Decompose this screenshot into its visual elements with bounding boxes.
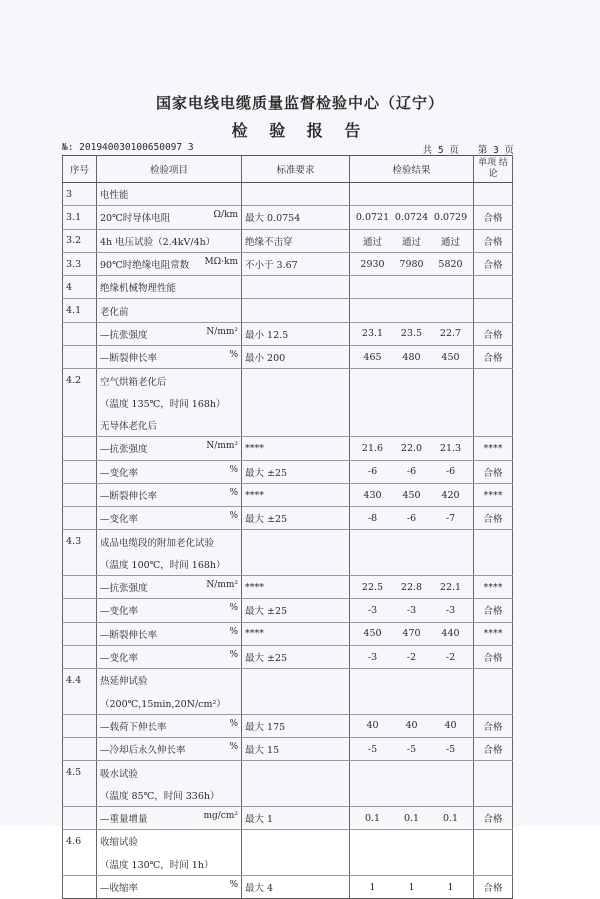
- row-standard: 最大 175: [242, 714, 350, 737]
- result-value: 0.0724: [394, 211, 429, 223]
- result-value: -6: [445, 466, 456, 478]
- row-results: [350, 761, 474, 784]
- result-value: -6: [406, 466, 417, 478]
- organization-title: 国家电线电缆质量监督检验中心（辽宁）: [155, 94, 444, 112]
- row-no: [63, 414, 97, 437]
- result-value: 420: [441, 489, 460, 501]
- row-conclusion: 合格: [474, 645, 513, 668]
- result-value: -2: [406, 651, 417, 663]
- row-results: [350, 276, 474, 299]
- table-row: [63, 483, 513, 506]
- row-standard: [242, 369, 350, 392]
- row-conclusion: [474, 853, 513, 876]
- item-label: （温度 135℃，时间 168h）: [100, 398, 226, 410]
- row-standard: 最大 ±25: [242, 645, 350, 668]
- row-item: [97, 276, 242, 299]
- row-standard: 最大 ±25: [242, 507, 350, 530]
- row-standard: 最大 1: [242, 807, 350, 830]
- item-unit: %: [229, 511, 238, 522]
- row-results: [350, 530, 474, 553]
- result-value: 0.1: [403, 812, 420, 824]
- row-no: [63, 322, 97, 345]
- row-conclusion: 合格: [474, 460, 513, 483]
- row-no: 4.1: [63, 299, 97, 322]
- row-results: [350, 229, 474, 252]
- row-conclusion: [474, 392, 513, 414]
- row-results: [350, 807, 474, 830]
- row-conclusion: [474, 553, 513, 576]
- row-standard: [242, 669, 350, 692]
- row-no: [63, 553, 97, 576]
- result-value: 22.1: [439, 581, 462, 593]
- row-results: [350, 738, 474, 761]
- item-label: —变化率: [100, 514, 139, 526]
- row-no: [63, 738, 97, 761]
- row-item: [97, 507, 242, 530]
- row-no: [63, 392, 97, 414]
- row-no: 4.4: [63, 669, 97, 692]
- row-conclusion: ****: [474, 437, 513, 460]
- row-item: [97, 460, 242, 483]
- row-item: [97, 483, 242, 506]
- table-row: [63, 183, 513, 206]
- row-no: 4.6: [63, 830, 97, 853]
- row-standard: 绝缘不击穿: [242, 229, 350, 252]
- row-no: 4.3: [63, 530, 97, 553]
- row-item: [97, 392, 242, 414]
- row-item: [97, 875, 242, 898]
- result-value: 7980: [399, 258, 424, 270]
- row-conclusion: [474, 414, 513, 437]
- document-title: 检 验 报 告: [231, 121, 369, 140]
- table-row: [63, 669, 513, 692]
- row-item: [97, 830, 242, 853]
- row-conclusion: [474, 183, 513, 206]
- row-item: [97, 738, 242, 761]
- row-results: [350, 553, 474, 576]
- table-row: [63, 830, 513, 853]
- result-value: 40: [366, 720, 379, 732]
- row-results: [350, 483, 474, 506]
- result-value: 430: [363, 489, 382, 501]
- row-conclusion: 合格: [474, 599, 513, 622]
- row-no: [63, 807, 97, 830]
- row-no: 3.1: [63, 206, 97, 229]
- row-standard: [242, 830, 350, 853]
- item-label: 成品电缆段的附加老化试验: [100, 537, 215, 549]
- table-row: [63, 437, 513, 460]
- item-label: 空气烘箱老化后: [100, 376, 167, 388]
- item-unit: %: [229, 880, 238, 891]
- row-item: [97, 599, 242, 622]
- item-unit: mg/cm²: [203, 811, 238, 822]
- row-item: [97, 252, 242, 275]
- result-value: -5: [367, 743, 378, 755]
- row-standard: 最大 ±25: [242, 599, 350, 622]
- item-label: —抗张强度: [100, 329, 148, 341]
- item-label: 20℃时导体电阻: [100, 213, 171, 225]
- result-value: 0.0729: [433, 211, 468, 223]
- row-standard: ****: [242, 437, 350, 460]
- row-conclusion: [474, 669, 513, 692]
- item-unit: %: [229, 488, 238, 498]
- item-unit: N/mm²: [206, 326, 238, 337]
- row-item: [97, 229, 242, 252]
- row-item: [97, 761, 242, 784]
- table-header: [63, 156, 513, 183]
- row-conclusion: [474, 692, 513, 715]
- row-results: [350, 206, 474, 229]
- item-label: （200℃,15min,20N/cm²）: [100, 698, 226, 710]
- result-value: 23.1: [361, 328, 384, 340]
- result-value: -6: [406, 512, 417, 524]
- result-value: 通过: [401, 236, 421, 248]
- row-item: [97, 692, 242, 715]
- table-row: [63, 784, 513, 807]
- row-no: [63, 460, 97, 483]
- meta-row: [62, 142, 514, 156]
- row-conclusion: 合格: [474, 714, 513, 737]
- result-value: 40: [405, 720, 418, 732]
- result-value: 470: [402, 628, 421, 640]
- table-row: [63, 507, 513, 530]
- row-results: [350, 437, 474, 460]
- table-row: [63, 692, 513, 715]
- row-conclusion: 合格: [474, 206, 513, 229]
- result-value: -8: [367, 512, 378, 524]
- item-label: —冷却后永久伸长率: [100, 745, 186, 757]
- table-row: [63, 346, 513, 369]
- row-no: 4.5: [63, 761, 97, 784]
- row-no: [63, 853, 97, 876]
- row-standard: [242, 853, 350, 876]
- row-conclusion: 合格: [474, 229, 513, 252]
- row-conclusion: 合格: [474, 322, 513, 345]
- row-no: [63, 346, 97, 369]
- row-no: [63, 599, 97, 622]
- table-row: [63, 738, 513, 761]
- table-row: [63, 299, 513, 322]
- item-label: —重量增量: [100, 814, 148, 826]
- row-no: [63, 714, 97, 737]
- row-item: [97, 645, 242, 668]
- row-conclusion: ****: [474, 483, 513, 506]
- row-results: [350, 460, 474, 483]
- item-label: 吸水试验: [100, 768, 139, 780]
- item-label: —变化率: [100, 606, 139, 618]
- row-item: [97, 206, 242, 229]
- row-item: [97, 853, 242, 876]
- table-row: [63, 645, 513, 668]
- row-results: [350, 369, 474, 392]
- row-results: [350, 669, 474, 692]
- row-conclusion: [474, 784, 513, 807]
- row-item: [97, 576, 242, 599]
- row-standard: 最小 12.5: [242, 322, 350, 345]
- row-results: [350, 645, 474, 668]
- row-standard: [242, 692, 350, 715]
- table-row: [63, 322, 513, 345]
- row-conclusion: ****: [474, 622, 513, 645]
- row-item: [97, 530, 242, 553]
- row-standard: ****: [242, 576, 350, 599]
- row-conclusion: [474, 530, 513, 553]
- row-standard: [242, 392, 350, 414]
- item-label: 90℃时绝缘电阻常数: [100, 260, 190, 272]
- row-item: [97, 669, 242, 692]
- row-results: [350, 576, 474, 599]
- item-unit: MΩ·km: [204, 257, 238, 268]
- row-results: [350, 692, 474, 715]
- row-standard: [242, 784, 350, 807]
- result-value: 22.5: [361, 581, 384, 593]
- result-value: 21.3: [439, 442, 462, 454]
- row-conclusion: [474, 276, 513, 299]
- result-value: 22.7: [439, 328, 462, 340]
- result-value: 21.6: [361, 442, 384, 454]
- row-conclusion: [474, 830, 513, 853]
- table-row: [63, 599, 513, 622]
- table-row: [63, 229, 513, 252]
- row-standard: [242, 530, 350, 553]
- row-standard: [242, 414, 350, 437]
- item-label: —断裂伸长率: [100, 353, 158, 365]
- item-label: 无导体老化后: [100, 421, 158, 433]
- row-no: 4.2: [63, 369, 97, 392]
- table-row: [63, 853, 513, 876]
- row-results: [350, 299, 474, 322]
- result-value: 22.0: [400, 442, 423, 454]
- item-label: 老化前: [100, 306, 129, 318]
- result-value: 1: [369, 881, 376, 893]
- result-value: 1: [447, 881, 454, 893]
- result-value: 通过: [362, 236, 382, 248]
- table-row: [63, 875, 513, 898]
- item-unit: %: [229, 350, 238, 361]
- table-row: [63, 622, 513, 645]
- table-row: [63, 369, 513, 392]
- row-standard: [242, 183, 350, 206]
- result-value: -2: [445, 651, 456, 663]
- header-result: 检验结果: [350, 156, 474, 183]
- item-label: 绝缘机械物理性能: [100, 283, 177, 295]
- row-item: [97, 784, 242, 807]
- result-value: -3: [367, 604, 378, 616]
- row-conclusion: 合格: [474, 346, 513, 369]
- table-row: [63, 714, 513, 737]
- row-item: [97, 346, 242, 369]
- row-results: [350, 346, 474, 369]
- table-row: [63, 252, 513, 275]
- table-row: [63, 206, 513, 229]
- row-no: [63, 507, 97, 530]
- row-no: 3: [63, 183, 97, 206]
- row-item: [97, 807, 242, 830]
- table-row: [63, 761, 513, 784]
- row-item: [97, 322, 242, 345]
- row-no: [63, 622, 97, 645]
- result-value: 5820: [438, 258, 463, 270]
- item-label: —收缩率: [100, 883, 139, 895]
- row-item: [97, 183, 242, 206]
- row-standard: 最大 ±25: [242, 460, 350, 483]
- row-no: 3.3: [63, 252, 97, 275]
- row-item: [97, 622, 242, 645]
- result-value: 450: [363, 628, 382, 640]
- result-value: 22.8: [400, 581, 423, 593]
- row-no: 4: [63, 276, 97, 299]
- row-standard: [242, 553, 350, 576]
- row-results: [350, 252, 474, 275]
- item-unit: %: [229, 603, 238, 614]
- row-no: [63, 875, 97, 898]
- row-standard: 不小于 3.67: [242, 252, 350, 275]
- item-label: —变化率: [100, 467, 139, 479]
- item-unit: Ω/km: [213, 210, 238, 221]
- result-value: -5: [406, 743, 417, 755]
- row-conclusion: [474, 369, 513, 392]
- result-value: 通过: [440, 236, 460, 248]
- result-value: 23.5: [400, 328, 423, 340]
- header-no: 序号: [63, 156, 97, 183]
- table-row: [63, 276, 513, 299]
- header-standard: 标准要求: [242, 156, 350, 183]
- result-value: -3: [406, 604, 417, 616]
- row-conclusion: 合格: [474, 738, 513, 761]
- item-unit: %: [229, 626, 238, 637]
- result-value: 450: [402, 489, 421, 501]
- item-label: —载荷下伸长率: [100, 721, 167, 733]
- item-label: —变化率: [100, 653, 139, 665]
- item-unit: %: [229, 718, 238, 729]
- item-unit: %: [229, 464, 238, 475]
- table-row: [63, 530, 513, 553]
- row-standard: [242, 761, 350, 784]
- item-label: —断裂伸长率: [100, 629, 158, 641]
- result-value: -6: [367, 466, 378, 478]
- row-conclusion: [474, 299, 513, 322]
- result-value: 2930: [360, 258, 385, 270]
- row-results: [350, 599, 474, 622]
- item-label: 收缩试验: [100, 837, 139, 849]
- item-label: —抗张强度: [100, 444, 148, 456]
- row-standard: 最大 4: [242, 875, 350, 898]
- row-conclusion: 合格: [474, 875, 513, 898]
- row-no: [63, 692, 97, 715]
- item-label: 电性能: [100, 190, 129, 202]
- item-label: （温度 130℃，时间 1h）: [100, 859, 214, 871]
- result-value: 440: [441, 628, 460, 640]
- row-no: [63, 784, 97, 807]
- result-value: 450: [441, 351, 460, 363]
- row-item: [97, 369, 242, 392]
- table-row: [63, 414, 513, 437]
- result-value: -3: [367, 651, 378, 663]
- report-number: №: 201940030100650097 3: [62, 142, 194, 153]
- row-no: [63, 483, 97, 506]
- row-no: 3.2: [63, 229, 97, 252]
- row-results: [350, 414, 474, 437]
- row-conclusion: 合格: [474, 507, 513, 530]
- row-results: [350, 392, 474, 414]
- row-results: [350, 183, 474, 206]
- row-results: [350, 322, 474, 345]
- result-value: 0.1: [364, 812, 381, 824]
- row-standard: [242, 276, 350, 299]
- item-label: 4h 电压试验（2.4kV/4h）: [100, 236, 216, 248]
- row-results: [350, 507, 474, 530]
- item-unit: %: [229, 742, 238, 753]
- item-unit: %: [229, 650, 238, 661]
- row-conclusion: [474, 761, 513, 784]
- item-label: 热延伸试验: [100, 676, 148, 688]
- result-value: 480: [402, 351, 421, 363]
- row-standard: 最小 200: [242, 346, 350, 369]
- row-no: [63, 576, 97, 599]
- row-results: [350, 853, 474, 876]
- row-standard: [242, 299, 350, 322]
- row-item: [97, 714, 242, 737]
- row-item: [97, 299, 242, 322]
- row-standard: ****: [242, 622, 350, 645]
- result-value: 0.0721: [355, 211, 390, 223]
- table-row: [63, 553, 513, 576]
- item-label: （温度 100℃，时间 168h）: [100, 559, 226, 571]
- table-row: [63, 460, 513, 483]
- row-results: [350, 875, 474, 898]
- result-value: -7: [445, 512, 456, 524]
- table-row: [63, 392, 513, 414]
- row-standard: 最大 15: [242, 738, 350, 761]
- result-value: -5: [445, 743, 456, 755]
- row-item: [97, 437, 242, 460]
- inspection-table: [62, 155, 513, 899]
- row-standard: 最大 0.0754: [242, 206, 350, 229]
- table-row: [63, 807, 513, 830]
- row-results: [350, 784, 474, 807]
- row-results: [350, 830, 474, 853]
- row-no: [63, 437, 97, 460]
- result-value: -3: [445, 604, 456, 616]
- row-conclusion: 合格: [474, 252, 513, 275]
- result-value: 1: [408, 881, 415, 893]
- item-label: —断裂伸长率: [100, 491, 158, 502]
- table-row: [63, 576, 513, 599]
- row-results: [350, 714, 474, 737]
- result-value: 465: [363, 351, 382, 363]
- item-unit: N/mm²: [206, 580, 238, 591]
- header-item: 检验项目: [97, 156, 242, 183]
- row-item: [97, 414, 242, 437]
- row-conclusion: ****: [474, 576, 513, 599]
- result-value: 40: [444, 720, 457, 732]
- row-conclusion: 合格: [474, 807, 513, 830]
- row-item: [97, 553, 242, 576]
- row-no: [63, 645, 97, 668]
- row-results: [350, 622, 474, 645]
- result-value: 0.1: [442, 812, 459, 824]
- row-standard: ****: [242, 483, 350, 506]
- page-info: 共 5 页 第 3 页: [422, 145, 514, 156]
- header-conclusion: 单项 结论: [474, 156, 513, 183]
- item-label: —抗张强度: [100, 583, 148, 595]
- item-unit: N/mm²: [206, 441, 238, 452]
- item-label: （温度 85℃，时间 336h）: [100, 790, 220, 802]
